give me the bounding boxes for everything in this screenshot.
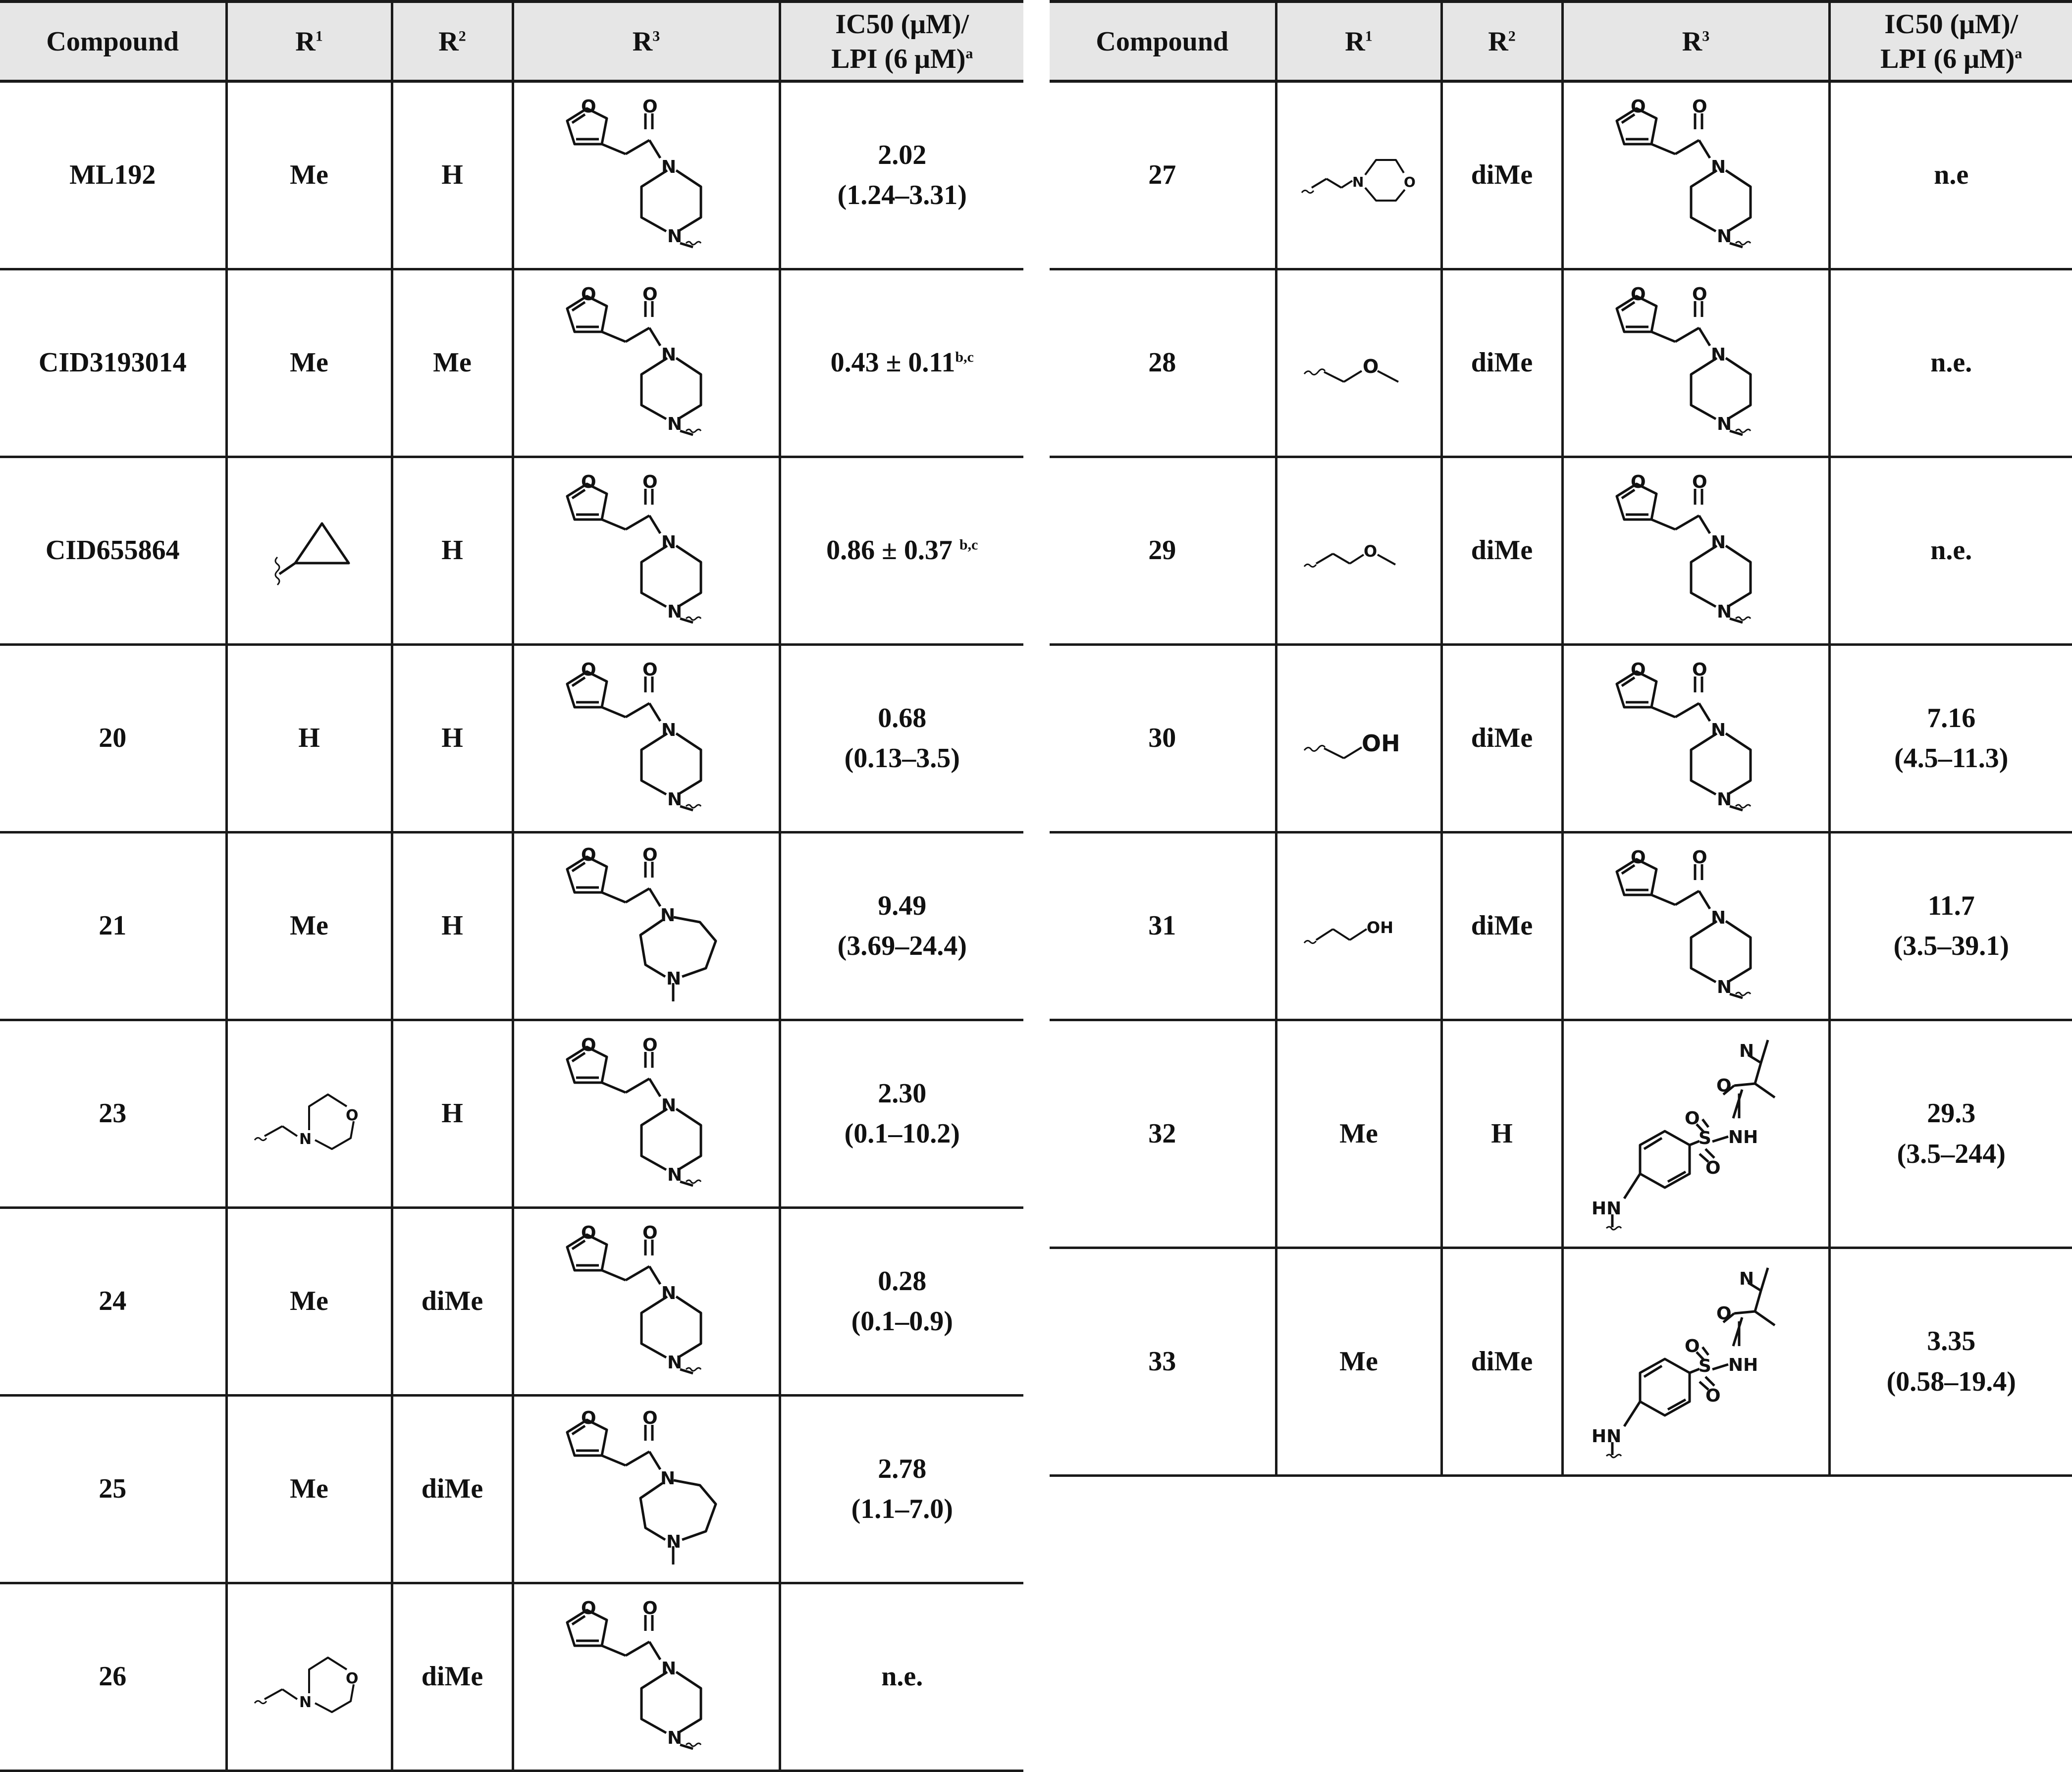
r3-structure-cell	[513, 81, 780, 269]
ic50-value	[1829, 645, 2072, 833]
piperazine-nitrogen-bottom: N	[1716, 789, 1732, 810]
header-r1: $R^1$	[226, 1, 392, 81]
r2-substituent: diMe	[1441, 269, 1562, 457]
ethylmorpholine-structure	[245, 1072, 373, 1156]
table-row	[0, 833, 1023, 1020]
carbonyl-oxygen: O	[642, 1225, 658, 1243]
r1-substituent: H	[226, 645, 392, 833]
morpholine-nitrogen: N	[1352, 174, 1364, 190]
r1-substituent	[1276, 269, 1441, 457]
ic50-value	[780, 833, 1023, 1020]
furoyl-piperazine-structure	[552, 1600, 741, 1754]
ic50-mean: 0.68	[878, 702, 927, 733]
table-row	[1050, 457, 2072, 645]
r1-substituent	[1276, 833, 1441, 1020]
ic50-mean: 7.16	[1927, 702, 1976, 733]
ic50-value	[780, 1583, 1023, 1771]
carbonyl-oxygen: O	[1692, 849, 1707, 868]
furan-oxygen: O	[1630, 662, 1646, 680]
header-compound: Compound	[0, 1, 226, 81]
hydroxyl-group: OH	[1367, 918, 1393, 937]
r1-substituent: Me	[226, 1396, 392, 1583]
header-r3: $R^3$	[513, 1, 780, 81]
r3-structure-cell	[513, 645, 780, 833]
table-row	[1050, 269, 2072, 457]
r3-structure-cell	[1562, 833, 1829, 1020]
r3-structure-cell	[513, 1020, 780, 1208]
isoxazole-nitrogen: N	[1739, 1268, 1754, 1289]
cyclopropyl-structure	[255, 509, 364, 593]
compound-id: 28	[1050, 269, 1276, 457]
carbonyl-oxygen: O	[642, 662, 658, 680]
piperazine-nitrogen-bottom: N	[667, 226, 682, 247]
ic50-range: (0.1–10.2)	[844, 1118, 960, 1149]
furoyl-homopiperazine-structure	[552, 1410, 741, 1568]
furan-oxygen: O	[581, 662, 596, 680]
hydroxyl-group: OH	[1362, 730, 1400, 757]
header-ic50: IC50 (μM)/ LPI (6 μM)$^a$	[1829, 1, 2072, 81]
ic50-mean: n.e	[1934, 159, 1969, 191]
carbonyl-oxygen: O	[1692, 474, 1707, 492]
piperazine-nitrogen-bottom: N	[1716, 414, 1732, 434]
furoyl-piperazine-structure	[1602, 99, 1790, 252]
furoyl-piperazine-structure	[552, 286, 741, 440]
compound-id: 26	[0, 1583, 226, 1771]
ic50-mean: 11.7	[1927, 890, 1975, 921]
piperazine-nitrogen-bottom: N	[667, 1353, 682, 1373]
piperazine-nitrogen-top: N	[661, 532, 676, 553]
compound-id: 29	[1050, 457, 1276, 645]
r2-substituent: H	[392, 1020, 513, 1208]
compound-id: CID655864	[0, 457, 226, 645]
isoxazole-oxygen: O	[1716, 1303, 1732, 1324]
ether-oxygen: O	[1363, 356, 1379, 377]
furan-oxygen: O	[581, 99, 596, 117]
ic50-range: (4.5–11.3)	[1894, 743, 2009, 774]
ic50-range: (3.69–24.4)	[837, 931, 967, 961]
header-r2: $R^2$	[1441, 1, 1562, 81]
piperazine-nitrogen-top: N	[661, 1659, 676, 1679]
piperazine-nitrogen-bottom: N	[667, 1165, 682, 1185]
diazepane-nitrogen-bottom: N	[666, 969, 681, 989]
r2-substituent: diMe	[1441, 1248, 1562, 1476]
ic50-mean: 2.30	[878, 1078, 927, 1109]
furan-oxygen: O	[581, 1225, 596, 1243]
furoyl-piperazine-structure	[1602, 286, 1790, 440]
furan-oxygen: O	[581, 1037, 596, 1055]
table-row	[1050, 645, 2072, 833]
ic50-value	[1829, 81, 2072, 269]
sar-table-right	[1050, 0, 2072, 1477]
piperazine-nitrogen-top: N	[661, 720, 676, 740]
ic50-range: (0.58–19.4)	[1886, 1366, 2016, 1397]
ic50-mean: 0.86 ± 0.37	[826, 535, 959, 566]
r1-substituent: Me	[226, 833, 392, 1020]
morpholine-nitrogen: N	[299, 1131, 312, 1148]
ic50-value	[780, 1208, 1023, 1396]
isoxazole-oxygen: O	[1716, 1075, 1732, 1096]
carbonyl-oxygen: O	[642, 1600, 658, 1618]
ic50-footnote-mark: b,c	[955, 349, 974, 365]
r3-structure-cell	[1562, 1248, 1829, 1476]
ethylmorpholine-structure	[245, 1635, 373, 1719]
compound-id: 21	[0, 833, 226, 1020]
aniline-nh: HN	[1591, 1426, 1621, 1447]
ic50-range: (3.5–244)	[1897, 1138, 2006, 1169]
sulfisoxazole-structure	[1585, 1258, 1807, 1466]
methoxyethyl-structure	[1294, 521, 1423, 580]
furoyl-piperazine-structure	[552, 474, 741, 627]
r1-substituent: Me	[1276, 1248, 1441, 1476]
compound-id: 20	[0, 645, 226, 833]
r2-substituent: diMe	[392, 1583, 513, 1771]
compound-id: 32	[1050, 1020, 1276, 1248]
table-row	[0, 1583, 1023, 1771]
piperazine-nitrogen-top: N	[661, 1283, 676, 1303]
furan-oxygen: O	[581, 1410, 596, 1428]
carbonyl-oxygen: O	[642, 847, 658, 865]
sulfonamide-nh: NH	[1728, 1355, 1758, 1375]
piperazine-nitrogen-top: N	[661, 345, 676, 365]
piperazine-nitrogen-top: N	[1710, 720, 1726, 740]
morpholine-oxygen: O	[1404, 174, 1416, 190]
carbonyl-oxygen: O	[642, 474, 658, 492]
header-row	[1050, 1, 2072, 81]
ic50-mean: 0.28	[878, 1265, 927, 1297]
table-row	[1050, 1248, 2072, 1476]
methoxymethyl-structure	[1294, 333, 1423, 393]
furoyl-piperazine-structure	[1602, 849, 1790, 1003]
furan-oxygen: O	[581, 1600, 596, 1618]
r3-structure-cell	[513, 833, 780, 1020]
r2-substituent: Me	[392, 269, 513, 457]
hydroxyethyl-structure	[1294, 896, 1423, 956]
table-row	[0, 645, 1023, 833]
r2-substituent: diMe	[392, 1208, 513, 1396]
r2-substituent: diMe	[1441, 81, 1562, 269]
ic50-mean: 0.43 ± 0.11	[830, 347, 956, 378]
ic50-value	[1829, 833, 2072, 1020]
sar-table-left	[0, 0, 1023, 1772]
carbonyl-oxygen: O	[642, 99, 658, 117]
ic50-mean: 29.3	[1927, 1098, 1976, 1129]
r3-structure-cell	[1562, 457, 1829, 645]
r3-structure-cell	[1562, 269, 1829, 457]
r3-structure-cell	[1562, 645, 1829, 833]
header-row	[0, 1, 1023, 81]
ic50-range: (0.13–3.5)	[844, 743, 960, 774]
r3-structure-cell	[1562, 1020, 1829, 1248]
compound-id: 30	[1050, 645, 1276, 833]
ic50-mean: n.e.	[1930, 535, 1972, 566]
sulfonyl-oxygen-2: O	[1705, 1157, 1721, 1178]
r2-substituent: H	[1441, 1020, 1562, 1248]
furan-oxygen: O	[581, 847, 596, 865]
sulfur-atom: S	[1698, 1355, 1711, 1376]
ic50-mean: n.e.	[881, 1661, 923, 1692]
furan-oxygen: O	[1630, 849, 1646, 868]
r2-substituent: H	[392, 645, 513, 833]
piperazine-nitrogen-bottom: N	[667, 789, 682, 810]
piperazine-nitrogen-top: N	[1710, 908, 1726, 928]
piperazine-nitrogen-bottom: N	[1716, 226, 1732, 247]
ic50-mean: 3.35	[1927, 1326, 1976, 1357]
carbonyl-oxygen: O	[642, 1410, 658, 1428]
r3-structure-cell	[513, 1396, 780, 1583]
r2-substituent: H	[392, 833, 513, 1020]
r3-structure-cell	[513, 1208, 780, 1396]
table-row	[1050, 1020, 2072, 1248]
header-r2: $R^2$	[392, 1, 513, 81]
ic50-range: (1.1–7.0)	[851, 1494, 953, 1524]
r1-substituent: Me	[226, 1208, 392, 1396]
aniline-nh: HN	[1591, 1198, 1621, 1219]
ic50-value	[780, 457, 1023, 645]
sulfonyl-oxygen-2: O	[1705, 1385, 1721, 1406]
table-row	[0, 269, 1023, 457]
piperazine-nitrogen-bottom: N	[1716, 602, 1732, 622]
table-row	[0, 1208, 1023, 1396]
r2-substituent: diMe	[1441, 645, 1562, 833]
r1-substituent: Me	[226, 81, 392, 269]
ic50-mean: n.e.	[1930, 347, 1972, 378]
furan-oxygen: O	[1630, 286, 1646, 305]
ether-oxygen: O	[1364, 542, 1378, 561]
morpholine-nitrogen: N	[299, 1694, 312, 1711]
table-row	[0, 457, 1023, 645]
r2-substituent: diMe	[1441, 833, 1562, 1020]
compound-id: 24	[0, 1208, 226, 1396]
ic50-range: (1.24–3.31)	[837, 180, 967, 210]
ic50-mean: 2.78	[878, 1453, 927, 1484]
compound-id: 23	[0, 1020, 226, 1208]
carbonyl-oxygen: O	[1692, 662, 1707, 680]
furoyl-homopiperazine-structure	[552, 847, 741, 1005]
sulfonyl-oxygen-1: O	[1684, 1108, 1700, 1129]
ic50-footnote-mark: b,c	[959, 536, 978, 553]
ic50-value	[780, 269, 1023, 457]
furan-oxygen: O	[1630, 474, 1646, 492]
carbonyl-oxygen: O	[1692, 99, 1707, 117]
r3-structure-cell	[513, 269, 780, 457]
r1-substituent: Me	[226, 269, 392, 457]
piperazine-nitrogen-bottom: N	[667, 602, 682, 622]
furan-oxygen: O	[1630, 99, 1646, 117]
morpholine-oxygen: O	[346, 1107, 359, 1124]
carbonyl-oxygen: O	[642, 286, 658, 305]
compound-id: 31	[1050, 833, 1276, 1020]
compound-id: CID3193014	[0, 269, 226, 457]
compound-id: 27	[1050, 81, 1276, 269]
piperazine-nitrogen-bottom: N	[1716, 977, 1732, 997]
header-compound: Compound	[1050, 1, 1276, 81]
ic50-range: (0.1–0.9)	[851, 1306, 953, 1337]
sulfonyl-oxygen-1: O	[1684, 1336, 1700, 1356]
r3-structure-cell	[1562, 81, 1829, 269]
table-row	[1050, 833, 2072, 1020]
furoyl-piperazine-structure	[552, 99, 741, 252]
r3-structure-cell	[513, 457, 780, 645]
sulfur-atom: S	[1698, 1128, 1711, 1148]
r2-substituent: H	[392, 457, 513, 645]
header-ic50: IC50 (μM)/ LPI (6 μM)$^a$	[780, 1, 1023, 81]
ic50-value	[1829, 269, 2072, 457]
isoxazole-nitrogen: N	[1739, 1041, 1754, 1061]
r1-substituent	[226, 457, 392, 645]
diazepane-nitrogen-top: N	[660, 905, 675, 926]
r1-substituent	[1276, 81, 1441, 269]
header-r3: $R^3$	[1562, 1, 1829, 81]
furan-oxygen: O	[581, 474, 596, 492]
compound-id: ML192	[0, 81, 226, 269]
carbonyl-oxygen: O	[642, 1037, 658, 1055]
piperazine-nitrogen-top: N	[1710, 157, 1726, 177]
ic50-value	[1829, 457, 2072, 645]
piperazine-nitrogen-bottom: N	[667, 1728, 682, 1748]
sulfonamide-nh: NH	[1728, 1127, 1758, 1147]
furoyl-piperazine-structure	[552, 662, 741, 815]
ic50-value	[780, 1396, 1023, 1583]
sulfisoxazole-structure	[1585, 1030, 1807, 1238]
hydroxymethyl-structure	[1294, 709, 1423, 768]
diazepane-nitrogen-bottom: N	[666, 1532, 681, 1552]
r3-structure-cell	[513, 1583, 780, 1771]
table-row	[0, 1396, 1023, 1583]
furan-oxygen: O	[581, 286, 596, 305]
ic50-range: (3.5–39.1)	[1893, 931, 2009, 961]
compound-id: 33	[1050, 1248, 1276, 1476]
ic50-value	[1829, 1020, 2072, 1248]
piperazine-nitrogen-top: N	[661, 157, 676, 177]
r1-substituent: Me	[1276, 1020, 1441, 1248]
ic50-value	[1829, 1248, 2072, 1476]
carbonyl-oxygen: O	[1692, 286, 1707, 305]
ic50-value	[780, 645, 1023, 833]
piperazine-nitrogen-bottom: N	[667, 414, 682, 434]
ic50-value	[780, 1020, 1023, 1208]
piperazine-nitrogen-top: N	[661, 1095, 676, 1116]
ic50-value	[780, 81, 1023, 269]
ic50-mean: 2.02	[878, 139, 927, 170]
propylmorpholine-structure	[1292, 138, 1426, 212]
r1-substituent	[226, 1583, 392, 1771]
r1-substituent	[1276, 457, 1441, 645]
r1-substituent	[1276, 645, 1441, 833]
r2-substituent: diMe	[1441, 457, 1562, 645]
header-r1: $R^1$	[1276, 1, 1441, 81]
ic50-mean: 9.49	[878, 890, 927, 921]
furoyl-piperazine-structure	[552, 1037, 741, 1191]
morpholine-oxygen: O	[346, 1670, 359, 1687]
furoyl-piperazine-structure	[552, 1225, 741, 1378]
piperazine-nitrogen-top: N	[1710, 532, 1726, 553]
furoyl-piperazine-structure	[1602, 662, 1790, 815]
table-row	[1050, 81, 2072, 269]
table-row	[0, 81, 1023, 269]
piperazine-nitrogen-top: N	[1710, 345, 1726, 365]
diazepane-nitrogen-top: N	[660, 1468, 675, 1489]
compound-id: 25	[0, 1396, 226, 1583]
r1-substituent	[226, 1020, 392, 1208]
table-row	[0, 1020, 1023, 1208]
furoyl-piperazine-structure	[1602, 474, 1790, 627]
r2-substituent: H	[392, 81, 513, 269]
r2-substituent: diMe	[392, 1396, 513, 1583]
